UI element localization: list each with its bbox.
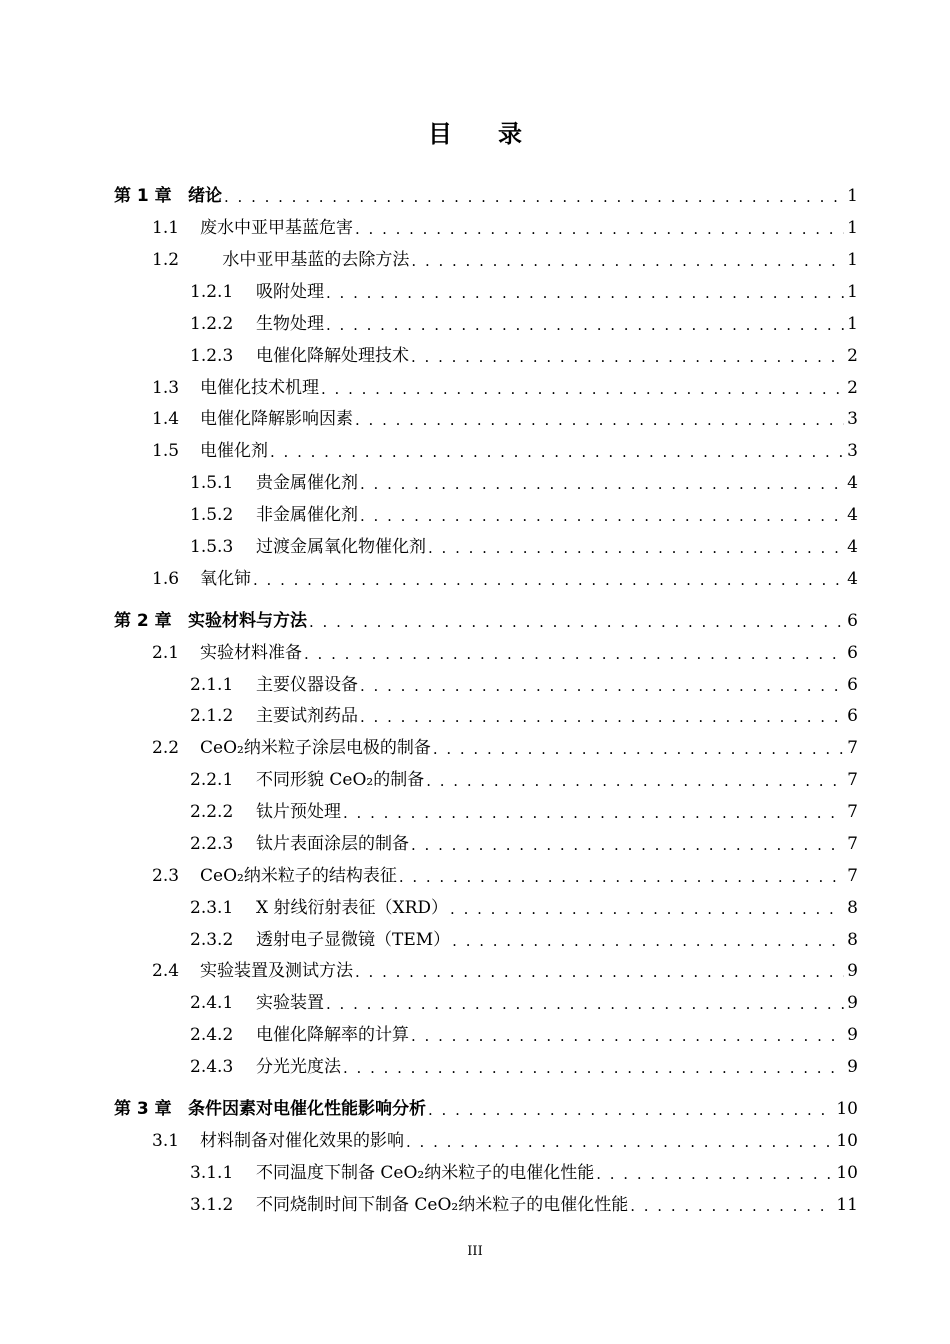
toc-entry-number: 2.4.1 (190, 993, 234, 1013)
toc-entry[interactable] (0, 990, 950, 1014)
title-char-left: 目 (428, 119, 452, 148)
toc-entry-number: 2.1.2 (190, 706, 234, 726)
dot-leader (596, 1164, 834, 1184)
toc-entry-title: 钛片预处理 (256, 802, 341, 822)
toc-entry-number: 3.1 (152, 1131, 180, 1151)
toc-entry-number: 2.3 (152, 866, 180, 886)
dot-leader (360, 506, 844, 526)
toc-entry-page: 4 (847, 473, 858, 493)
toc-entry-page: 8 (847, 898, 858, 918)
toc-entry[interactable] (0, 534, 950, 558)
toc-entry-title: 材料制备对催化效果的影响 (200, 1131, 404, 1151)
toc-entry-page: 7 (847, 770, 858, 790)
toc-entry-page: 3 (847, 409, 858, 429)
dot-leader (355, 962, 844, 982)
toc-entry-title: 不同温度下制备 CeO₂纳米粒子的电催化性能 (256, 1163, 595, 1183)
dot-leader (411, 251, 844, 271)
toc-entry-number: 1.3 (152, 378, 180, 398)
toc-entry-page: 2 (847, 346, 858, 366)
toc-entry[interactable] (0, 958, 950, 982)
toc-entry-number: 2.3.1 (190, 898, 234, 918)
toc-entry-number: 3.1.1 (190, 1163, 234, 1183)
dot-leader (426, 771, 844, 791)
toc-entry[interactable] (0, 895, 950, 919)
dot-leader (321, 379, 844, 399)
dot-leader (326, 315, 844, 335)
toc-entry-title: 电催化剂 (200, 441, 268, 461)
toc-entry-number: 1.4 (152, 409, 180, 429)
toc-entry-page: 3 (847, 441, 858, 461)
toc-entry-number: 1.2 (152, 250, 180, 270)
toc-entry-title: CeO₂纳米粒子涂层电极的制备 (200, 738, 431, 758)
toc-entry-title: 生物处理 (256, 314, 324, 334)
toc-entry-page: 10 (836, 1099, 858, 1119)
dot-leader (411, 347, 844, 367)
dot-leader (360, 676, 844, 696)
toc-entry-page: 4 (847, 569, 858, 589)
toc-entry-title: X 射线衍射表征（XRD） (256, 898, 449, 918)
toc-entry-title: 不同烧制时间下制备 CeO₂纳米粒子的电催化性能 (256, 1195, 629, 1215)
toc-entry-number: 1.5.3 (190, 537, 234, 557)
toc-entry-number: 2.2.1 (190, 770, 234, 790)
toc-entry-page: 9 (847, 961, 858, 981)
toc-entry[interactable] (0, 1054, 950, 1078)
dot-leader (360, 707, 844, 727)
toc-entry-title: 非金属催化剂 (256, 505, 358, 525)
toc-entry[interactable] (0, 279, 950, 303)
toc-entry[interactable] (0, 375, 950, 399)
dot-leader (452, 931, 844, 951)
dot-leader (411, 835, 844, 855)
toc-entry-title: 实验装置及测试方法 (200, 961, 353, 981)
dot-leader (399, 867, 844, 887)
page-title (0, 114, 950, 149)
toc-entry-title: 主要仪器设备 (256, 675, 358, 695)
toc-entry-title: 吸附处理 (256, 282, 324, 302)
toc-entry[interactable] (0, 566, 950, 590)
toc-entry-page: 10 (836, 1131, 858, 1151)
toc-entry[interactable] (0, 672, 950, 696)
dot-leader (411, 1026, 844, 1046)
dot-leader (253, 570, 844, 590)
toc-entry-title: 实验材料准备 (200, 643, 302, 663)
dot-leader (428, 538, 844, 558)
toc-entry[interactable] (0, 183, 950, 207)
toc-entry-page: 9 (847, 1057, 858, 1077)
dot-leader (406, 1132, 834, 1152)
toc-entry[interactable] (0, 215, 950, 239)
toc-entry-number: 2.4.3 (190, 1057, 234, 1077)
toc-entry-title: 不同形貌 CeO₂的制备 (256, 770, 425, 790)
toc-entry[interactable] (0, 831, 950, 855)
toc-entry[interactable] (0, 406, 950, 430)
toc-entry[interactable] (0, 1160, 950, 1184)
toc-entry-title: 实验材料与方法 (188, 611, 307, 631)
toc-entry-number: 1.5.2 (190, 505, 234, 525)
dot-leader (433, 739, 844, 759)
toc-entry[interactable] (0, 1022, 950, 1046)
toc-entry-number: 2.2.2 (190, 802, 234, 822)
toc-entry-number: 1.2.2 (190, 314, 234, 334)
toc-entry[interactable] (0, 767, 950, 791)
toc-entry-title: 电催化降解影响因素 (200, 409, 353, 429)
toc-entry-number: 1.1 (152, 218, 180, 238)
toc-entry-page: 10 (836, 1163, 858, 1183)
dot-leader (630, 1196, 834, 1216)
toc-entry-page: 6 (847, 611, 858, 631)
toc-entry-title: 透射电子显微镜（TEM） (256, 930, 451, 950)
dot-leader (326, 994, 844, 1014)
toc-entry-title: CeO₂纳米粒子的结构表征 (200, 866, 397, 886)
dot-leader (450, 899, 844, 919)
toc-entry[interactable] (0, 735, 950, 759)
toc-entry-page: 7 (847, 802, 858, 822)
toc-entry-page: 7 (847, 738, 858, 758)
toc-entry[interactable] (0, 1192, 950, 1216)
toc-entry[interactable] (0, 863, 950, 887)
toc-entry-title: 过渡金属氧化物催化剂 (256, 537, 426, 557)
toc-entry-number: 2.4.2 (190, 1025, 234, 1045)
toc-entry-number: 第 2 章 (114, 611, 172, 631)
dot-leader (428, 1100, 834, 1120)
dot-leader (304, 644, 844, 664)
dot-leader (270, 442, 844, 462)
toc-entry-number: 1.2.1 (190, 282, 234, 302)
toc-entry-page: 1 (847, 282, 858, 302)
toc-entry-number: 2.4 (152, 961, 180, 981)
toc-entry[interactable] (0, 927, 950, 951)
toc-entry-number: 2.2 (152, 738, 180, 758)
toc-entry[interactable] (0, 1096, 950, 1120)
toc-entry[interactable] (0, 608, 950, 632)
toc-entry-page: 8 (847, 930, 858, 950)
toc-entry-page: 11 (836, 1195, 858, 1215)
dot-leader (360, 474, 844, 494)
toc-entry-title: 电催化技术机理 (200, 378, 319, 398)
toc-entry-page: 1 (847, 218, 858, 238)
dot-leader (343, 803, 844, 823)
toc-entry-page: 7 (847, 866, 858, 886)
toc-entry-page: 7 (847, 834, 858, 854)
toc-entry-title: 氧化铈 (200, 569, 251, 589)
toc-entry-number: 1.2.3 (190, 346, 234, 366)
toc-entry-number: 1.5 (152, 441, 180, 461)
toc-entry[interactable] (0, 502, 950, 526)
toc-entry-page: 6 (847, 643, 858, 663)
dot-leader (343, 1058, 844, 1078)
toc-entry[interactable] (0, 438, 950, 462)
toc-entry-title: 贵金属催化剂 (256, 473, 358, 493)
toc-entry-page: 2 (847, 378, 858, 398)
toc-entry-number: 3.1.2 (190, 1195, 234, 1215)
toc-entry[interactable] (0, 703, 950, 727)
toc-entry-number: 2.3.2 (190, 930, 234, 950)
toc-entry-number: 2.1.1 (190, 675, 234, 695)
toc-entry-title: 电催化降解率的计算 (256, 1025, 409, 1045)
dot-leader (355, 410, 844, 430)
toc-entry[interactable] (0, 343, 950, 367)
toc-entry-number: 第 3 章 (114, 1099, 172, 1119)
toc-entry-page: 9 (847, 1025, 858, 1045)
toc-entry[interactable] (0, 799, 950, 823)
toc-entry-title: 电催化降解处理技术 (256, 346, 409, 366)
toc-entry-number: 2.1 (152, 643, 180, 663)
title-char-right: 录 (498, 119, 522, 148)
page-number-footer: III (467, 1244, 483, 1259)
toc-entry[interactable] (0, 1128, 950, 1152)
dot-leader (355, 219, 844, 239)
toc-entry-title: 废水中亚甲基蓝危害 (200, 218, 353, 238)
toc-entry-title: 实验装置 (256, 993, 324, 1013)
toc-entry-title: 绪论 (188, 186, 222, 206)
toc-entry-number: 1.5.1 (190, 473, 234, 493)
toc-entry[interactable] (0, 311, 950, 335)
toc-entry-title: 条件因素对电催化性能影响分析 (188, 1099, 426, 1119)
toc-entry[interactable] (0, 640, 950, 664)
toc-entry-title: 钛片表面涂层的制备 (256, 834, 409, 854)
toc-entry-page: 6 (847, 675, 858, 695)
toc-entry-title: 分光光度法 (256, 1057, 341, 1077)
toc-entry-title: 主要试剂药品 (256, 706, 358, 726)
toc-entry-page: 4 (847, 505, 858, 525)
toc-entry-page: 9 (847, 993, 858, 1013)
toc-entry-page: 4 (847, 537, 858, 557)
toc-entry-number: 1.6 (152, 569, 180, 589)
toc-entry-page: 1 (847, 186, 858, 206)
dot-leader (224, 187, 844, 207)
dot-leader (326, 283, 844, 303)
toc-entry-page: 1 (847, 250, 858, 270)
dot-leader (309, 612, 844, 632)
toc-entry[interactable] (0, 247, 950, 271)
toc-entry[interactable] (0, 470, 950, 494)
toc-entry-number: 第 1 章 (114, 186, 172, 206)
toc-entry-page: 1 (847, 314, 858, 334)
toc-entry-number: 2.2.3 (190, 834, 234, 854)
toc-entry-title: 水中亚甲基蓝的去除方法 (200, 250, 410, 270)
toc-entry-page: 6 (847, 706, 858, 726)
